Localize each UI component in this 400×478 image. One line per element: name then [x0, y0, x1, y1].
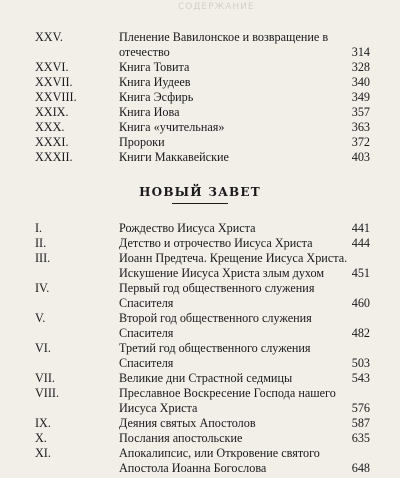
toc-entry: [0, 75, 400, 90]
chapter-number: XI.: [35, 446, 51, 460]
chapter-title: Детство и отрочество Иисуса Христа: [119, 236, 313, 250]
chapter-number: XXV.: [35, 30, 63, 44]
toc-entry: [0, 30, 400, 60]
page-number: 372: [351, 135, 370, 149]
chapter-number: XXIX.: [35, 105, 69, 119]
chapter-number: II.: [35, 236, 47, 250]
toc-entry: [0, 311, 400, 341]
chapter-title: Пленение Вавилонское и возвращение в отечество: [119, 30, 329, 59]
chapter-title: Второй год общественного служения Спасителя: [119, 311, 312, 340]
chapter-title: Книга Товита: [119, 60, 190, 74]
toc-entry: [0, 135, 400, 150]
toc-entry: [0, 120, 400, 135]
chapter-title: Иоанн Предтеча. Крещение Иисуса Христа. Искушение Иисуса Христа злым духом: [119, 251, 348, 280]
chapter-title: Книги Маккавейские: [119, 150, 229, 164]
toc-entry: [0, 251, 400, 281]
toc-entry: [0, 341, 400, 371]
chapter-title: Книга Иудеев: [119, 75, 191, 89]
chapter-title: Преславное Воскресение Господа нашего Иисуса Христа: [119, 386, 336, 415]
page-number: 460: [351, 296, 370, 310]
chapter-number: I.: [35, 221, 43, 235]
page-number: 648: [351, 461, 370, 475]
section-heading-new-testament: НОВЫЙ ЗАВЕТ: [0, 185, 400, 204]
toc-entry: [0, 386, 400, 416]
page-number: 444: [351, 236, 370, 250]
toc-entry: [0, 221, 400, 236]
page-number: 482: [351, 326, 370, 340]
chapter-title: Книга Иова: [119, 105, 180, 119]
chapter-title: Третий год общественного служения Спасителя: [119, 341, 311, 370]
chapter-number: XXXII.: [35, 150, 73, 164]
page-number: 403: [351, 150, 370, 164]
toc-entry: [0, 105, 400, 120]
toc-entry: [0, 371, 400, 386]
chapter-title: Рождество Иисуса Христа: [119, 221, 256, 235]
page-number: 314: [351, 45, 370, 59]
page-number: 576: [351, 401, 370, 415]
page-number: 635: [351, 431, 370, 445]
toc-entry: [0, 150, 400, 165]
chapter-number: V.: [35, 311, 46, 325]
chapter-number: XXVIII.: [35, 90, 77, 104]
page-number: 340: [351, 75, 370, 89]
chapter-number: XXVII.: [35, 75, 73, 89]
page-number: 328: [351, 60, 370, 74]
chapter-number: XXVI.: [35, 60, 69, 74]
chapter-title: Книга «учительная»: [119, 120, 225, 134]
page-number: 451: [351, 266, 370, 280]
page-number: 503: [351, 356, 370, 370]
toc-entry: [0, 90, 400, 105]
page-number: 357: [351, 105, 370, 119]
chapter-title: Послания апостольские: [119, 431, 243, 445]
chapter-title: Апокалипсис, или Откровение святого Апостола Иоанна Богослова: [119, 446, 320, 475]
chapter-number: IV.: [35, 281, 50, 295]
toc-entry: [0, 60, 400, 75]
page-number: 363: [351, 120, 370, 134]
chapter-number: VII.: [35, 371, 55, 385]
toc-entry: [0, 446, 400, 476]
page-number: 441: [351, 221, 370, 235]
chapter-title: Первый год общественного служения Спасителя: [119, 281, 315, 310]
chapter-number: VIII.: [35, 386, 60, 400]
chapter-title: Великие дни Страстной седмицы: [119, 371, 293, 385]
toc-entry: [0, 236, 400, 251]
toc-entry: [0, 416, 400, 431]
page-number: 543: [351, 371, 370, 385]
chapter-title: Деяния святых Апостолов: [119, 416, 256, 430]
page-number: 587: [351, 416, 370, 430]
bleed-through-heading: СОДЕРЖАНИЕ: [178, 2, 255, 12]
chapter-number: X.: [35, 431, 47, 445]
chapter-number: XXX.: [35, 120, 65, 134]
page-number: 349: [351, 90, 370, 104]
chapter-number: VI.: [35, 341, 51, 355]
toc-entry: [0, 281, 400, 311]
chapter-title: Пророки: [119, 135, 165, 149]
chapter-number: III.: [35, 251, 51, 265]
chapter-number: IX.: [35, 416, 51, 430]
chapter-title: Книга Эсфирь: [119, 90, 194, 104]
toc-entry: [0, 431, 400, 446]
chapter-number: XXXI.: [35, 135, 69, 149]
